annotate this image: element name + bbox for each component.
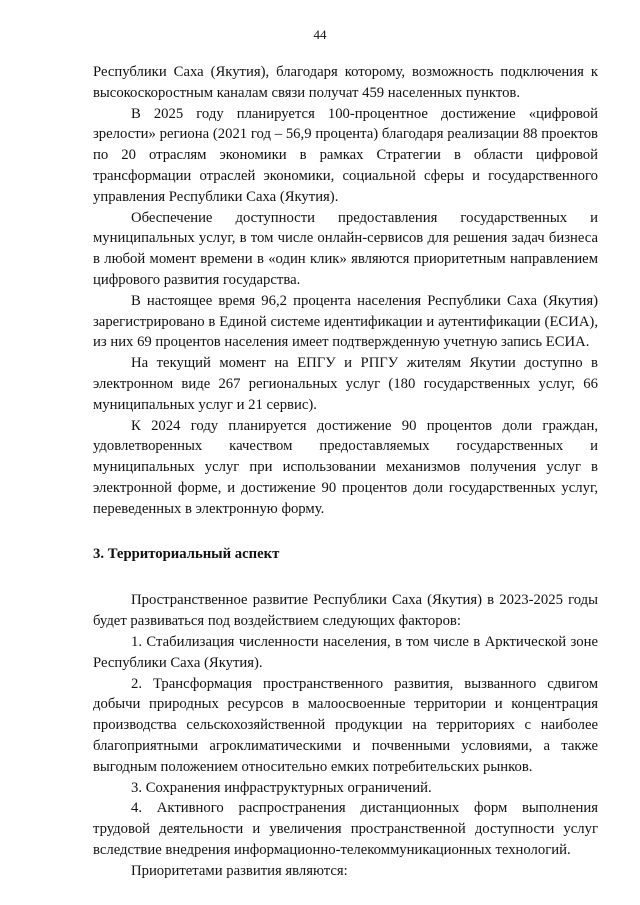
paragraph-spatial-development: Пространственное развитие Республики Саха (Якутия) в 2023-2025 годы будет развиваться под воздействием следующих факторов: [93,592,598,630]
list-item-factor-1: 1. Стабилизация численности населения, в том числе в Арктической зоне Республики Саха (Якутия). [93,633,598,671]
document-body [93,62,598,881]
list-item-factor-4: 4. Активного распространения дистанционных форм выполнения трудовой деятельности и увеличения пространственной доступности услуг вследствие внедрения информационно-телекоммуникационных технологий. [93,800,598,858]
paragraph-2024-target: К 2024 году планируется достижение 90 процентов доли граждан, удовлетворенных качеством предоставляемых государственных и муниципальных услуг при использовании механизмов получения услуг в электронной форме, и достижение 90 процентов доли государственных услуг, переведенных в электронную форму. [93,417,598,517]
page-number: 44 [313,27,327,42]
list-item-factor-3: 3. Сохранения инфраструктурных ограничений. [131,779,432,796]
paragraph-digital-maturity: В 2025 году планируется 100-процентное достижение «цифровой зрелости» региона (2021 год – 56,9 процента) благодаря реализации 88 проектов по 20 отраслям экономики в рамках Стратегии в области цифровой трансформации отраслей экономики, социальной сферы и государственного управления Республики Саха (Якутия). [93,105,598,205]
paragraph-esia-registration: В настоящее время 96,2 процента населения Республики Саха (Якутия) зарегистрировано в Единой системе идентификации и аутентификации (ЕСИА), из них 69 процентов населения имеет подтвержденную учетную запись ЕСИА. [93,292,598,351]
list-item-factor-2: 2. Трансформация пространственного развития, вызванного сдвигом добычи природных ресурсов в малоосвоенные территории и концентрация производства сельскохозяйственной продукции на территориях с наиболее благоприятными агроклиматическими и почвенными условиями, а также выгодным положением относительно емких потребительских рынков. [93,675,598,775]
paragraph-regional-services: На текущий момент на ЕПГУ и РПГУ жителям Якутии доступно в электронном виде 267 региональных услуг (180 государственных услуг, 66 муниципальных услуг и 21 сервис). [93,355,598,413]
paragraph-service-accessibility: Обеспечение доступности предоставления государственных и муниципальных услуг, в том числе онлайн-сервисов для решения задач бизнеса в любой момент времени в «один клик» являются приоритетным направлением цифрового развития государства. [93,209,598,288]
paragraph-continuation: Республики Саха (Якутия), благодаря которому, возможность подключения к высокоскоростным каналам связи получат 459 населенных пунктов. [93,64,598,101]
paragraph-priorities: Приоритетами развития являются: [131,862,348,879]
section-heading: 3. Территориальный аспект [93,545,280,562]
